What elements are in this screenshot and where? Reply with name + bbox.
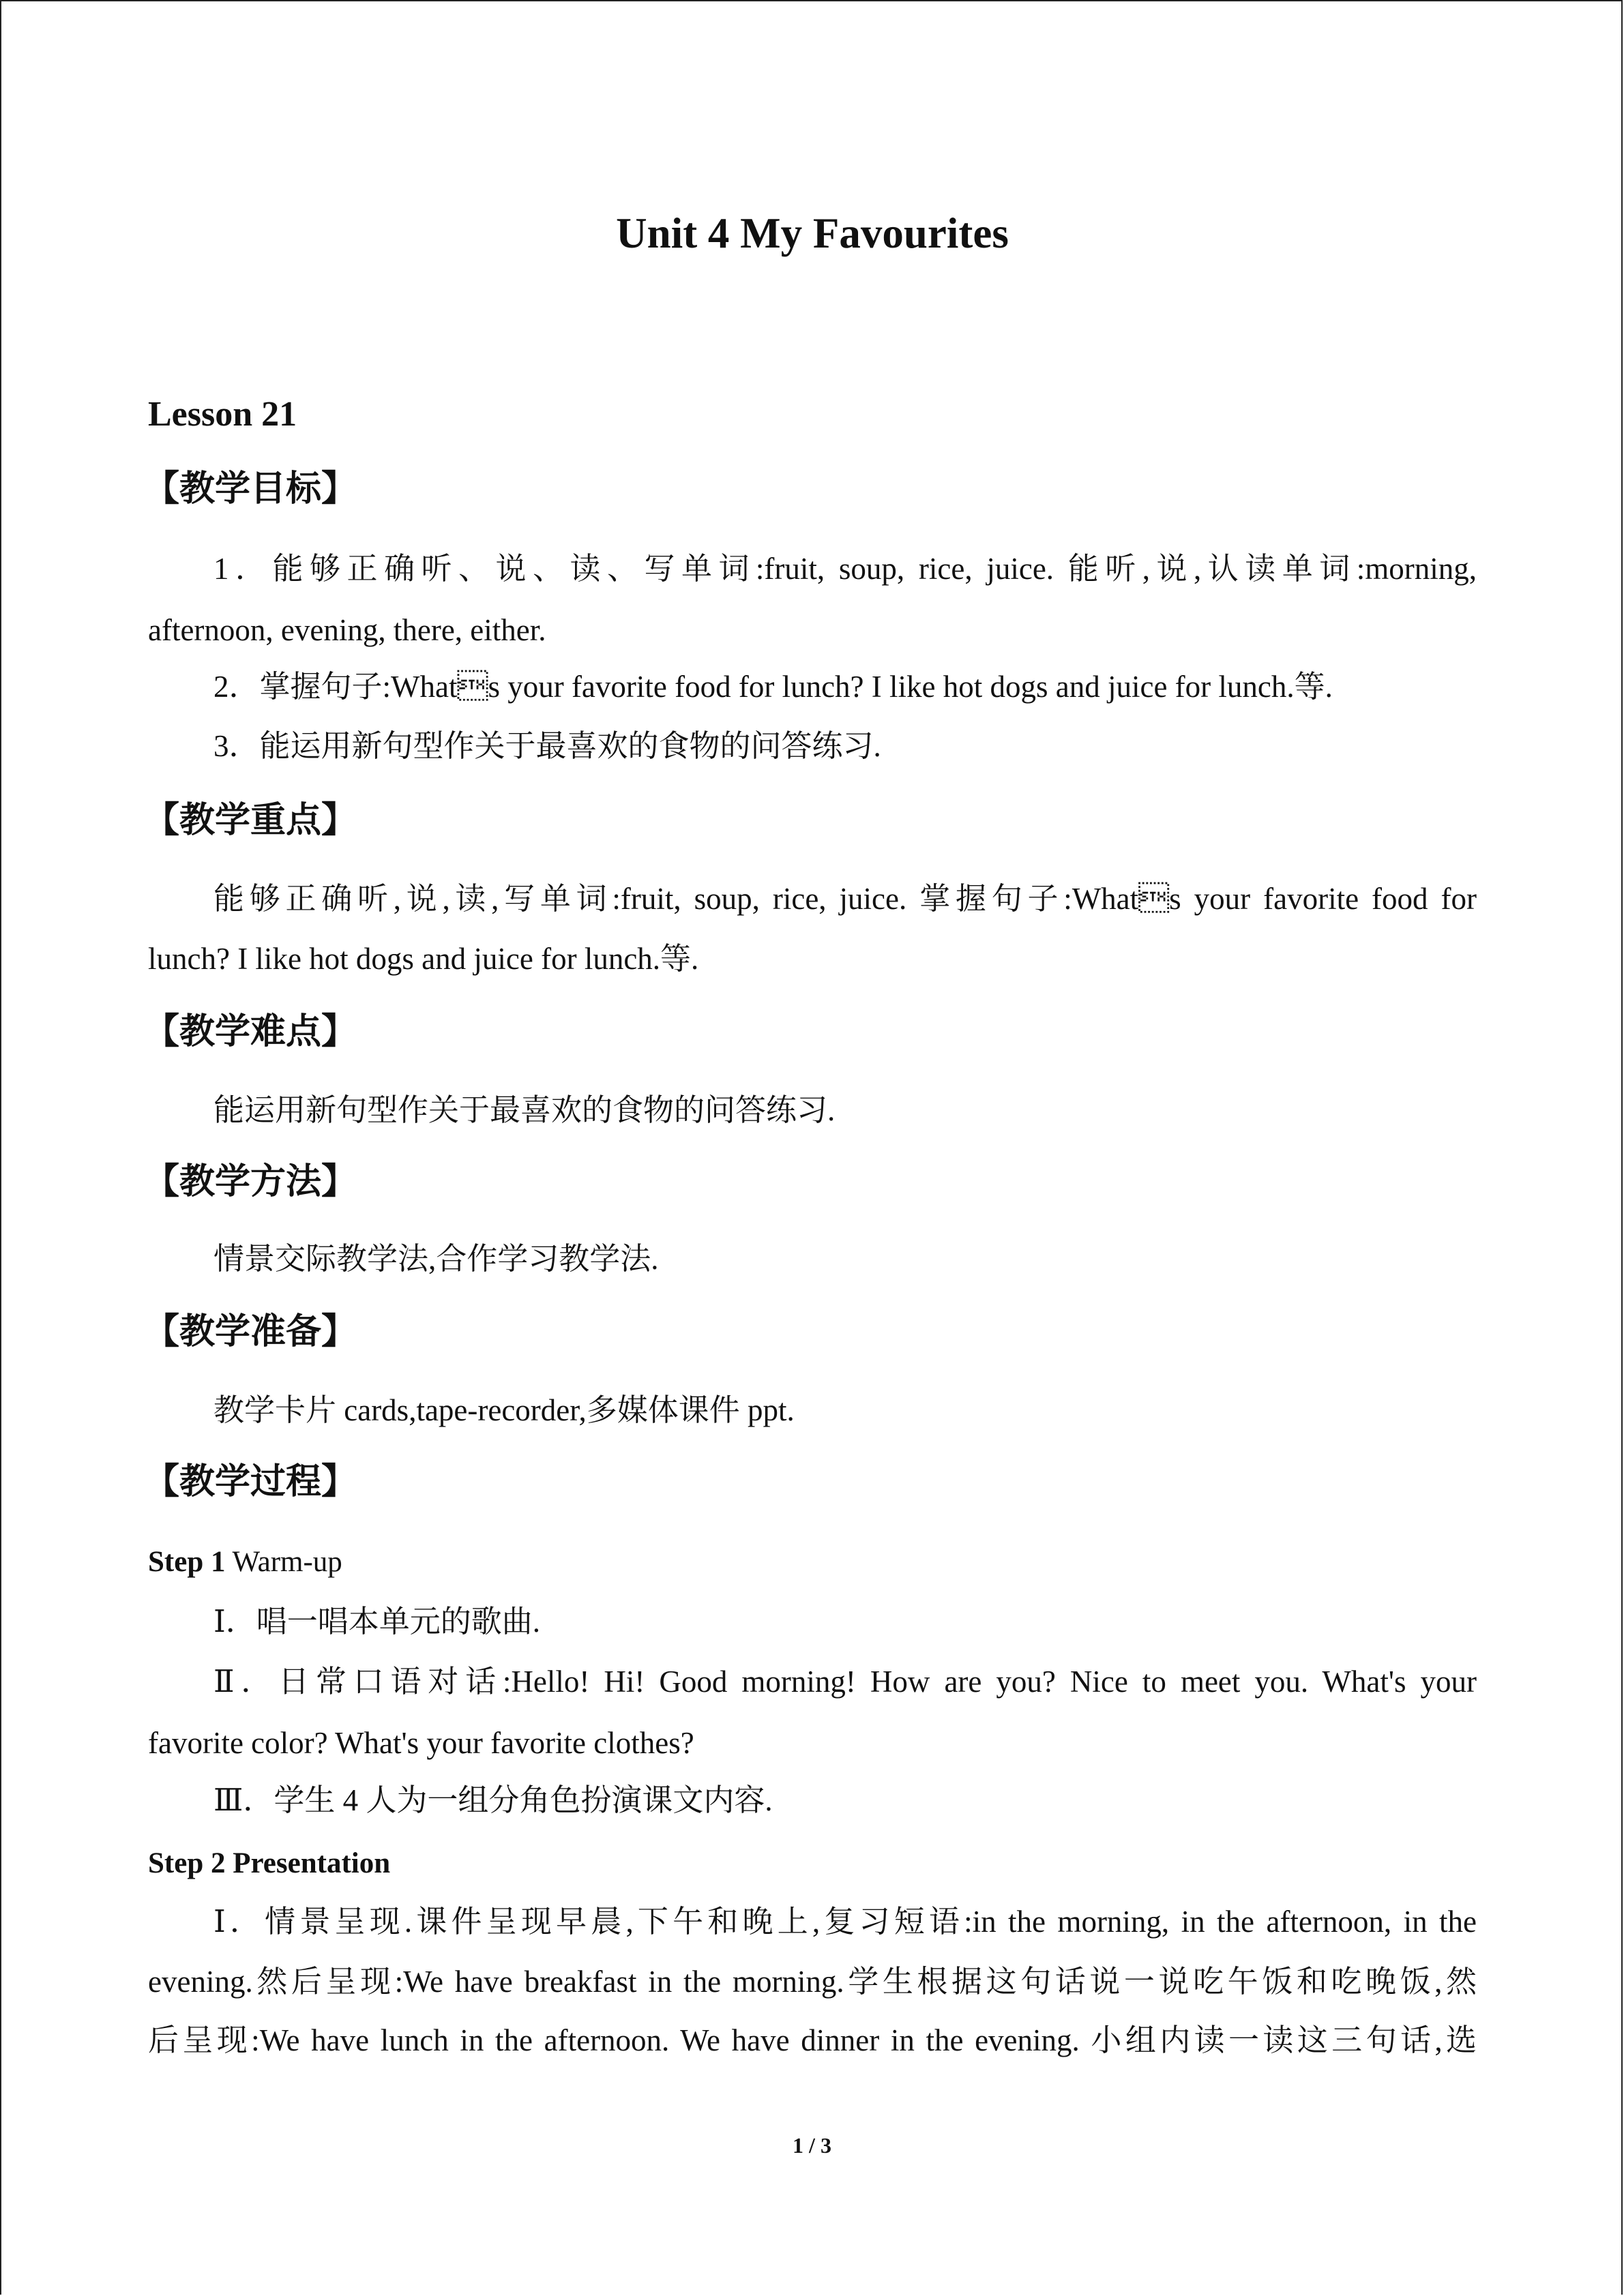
step-2-label: Step 2 Presentation: [148, 1847, 391, 1879]
step-2-item-i-line-1: Ⅰ．情景呈现.课件呈现早晨,下午和晚上,复习短语:in the morning, in the afternoon, in the: [213, 1905, 1477, 1939]
document-title: Unit 4 My Favourites: [616, 209, 1009, 257]
heading-goals: 【教学目标】: [144, 468, 357, 509]
heading-process: 【教学过程】: [144, 1461, 357, 1502]
goal-item-2: 2．掌握句子:Whats your favorite food for lunch? I like hot dogs and juice for lunch.等.: [213, 670, 1333, 704]
lesson-title: Lesson 21: [148, 395, 297, 434]
difficulties-text: 能运用新句型作关于最喜欢的食物的问答练习.: [213, 1093, 836, 1127]
step-1-label: Step 1: [148, 1546, 226, 1578]
step-2-item-i-line-3: 后呈现:We have lunch in the afternoon. We have dinner in the evening. 小组内读一读这三句话,选: [148, 2023, 1477, 2057]
heading-preparation: 【教学准备】: [144, 1311, 357, 1352]
goal-item-1-line-1: 1．能够正确听、说、读、写单词:fruit, soup, rice, juice. 能听,说,认读单词:morning,: [213, 552, 1477, 586]
step-1-item-i: Ⅰ．唱一唱本单元的歌曲.: [213, 1605, 541, 1639]
step-2-item-i-line-2: evening.然后呈现:We have breakfast in the morning.学生根据这句话说一说吃午饭和吃晚饭,然: [148, 1965, 1477, 1999]
heading-difficulties: 【教学难点】: [144, 1011, 357, 1052]
key-points-line-2: lunch? I like hot dogs and juice for lunch.等.: [148, 942, 699, 976]
step-1-title: Warm-up: [232, 1546, 342, 1578]
step-1-item-ii-line-2: favorite color? What's your favorite clothes?: [148, 1726, 694, 1760]
step-1-item-iii: Ⅲ．学生 4 人为一组分角色扮演课文内容.: [213, 1783, 773, 1817]
step-2-header: [148, 1847, 390, 1880]
heading-methods: 【教学方法】: [144, 1161, 357, 1202]
key-points-line-1: 能够正确听,说,读,写单词:fruit, soup, rice, juice. 掌握句子:Whats your favorite food for: [213, 882, 1477, 916]
step-1-item-ii-line-1: Ⅱ．日常口语对话:Hello! Hi! Good morning! How are you? Nice to meet you. What's your: [213, 1665, 1477, 1699]
goal-item-1-line-2: afternoon, evening, there, either.: [148, 613, 546, 647]
page-number: 1 / 3: [793, 2133, 831, 2158]
step-1-header: [148, 1545, 342, 1579]
heading-key-points: 【教学重点】: [144, 800, 357, 841]
preparation-text: 教学卡片 cards,tape-recorder,多媒体课件 ppt.: [213, 1393, 795, 1427]
methods-text: 情景交际教学法,合作学习教学法.: [213, 1242, 659, 1276]
goal-item-3: 3．能运用新句型作关于最喜欢的食物的问答练习.: [213, 729, 881, 763]
